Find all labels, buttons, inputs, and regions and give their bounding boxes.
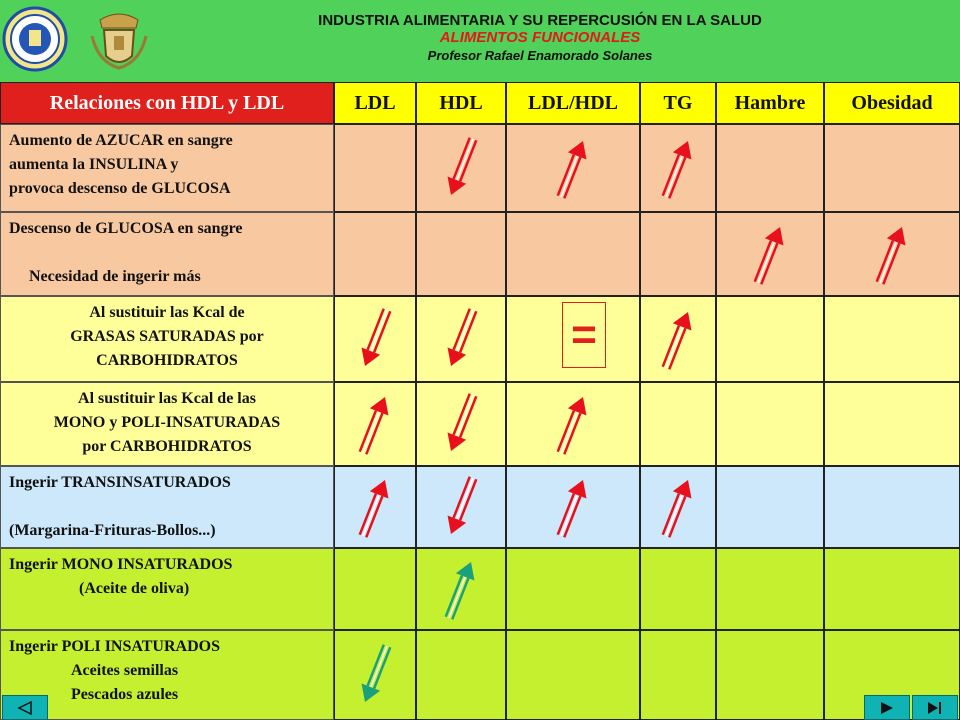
table-cell: [506, 212, 640, 296]
row-label-line: [9, 241, 325, 265]
arrow-up-icon: [740, 219, 800, 289]
relations-title: Relaciones con HDL y LDL: [0, 82, 334, 124]
arrow-down-icon: [431, 133, 491, 203]
skip-end-icon: [925, 700, 945, 716]
table-cell: [716, 548, 824, 630]
column-header: Obesidad: [824, 82, 960, 124]
table-cell: [716, 124, 824, 212]
arrow-up-icon: [648, 472, 708, 542]
table-cell: [640, 630, 716, 720]
coat-of-arms-icon: [86, 6, 152, 72]
arrow-down-icon: [431, 304, 491, 374]
arrow-up-icon: [648, 133, 708, 203]
row-label-line: Pescados azules: [71, 686, 179, 703]
table-cell: [716, 382, 824, 466]
row-label-line: aumenta la INSULINA y: [9, 156, 179, 173]
table-cell: [824, 382, 960, 466]
table-cell: [506, 630, 640, 720]
table-cell: [334, 124, 416, 212]
row-label-line: Ingerir POLI INSATURADOS: [9, 638, 220, 655]
table-cell: [716, 466, 824, 548]
row-label-line: [9, 495, 325, 519]
table-cell: [416, 212, 506, 296]
arrow-down-icon: [345, 304, 405, 374]
row-label-line: Necesidad de ingerir más: [29, 268, 201, 285]
column-header: Hambre: [716, 82, 824, 124]
table-cell: [824, 466, 960, 548]
professor-name: Profesor Rafael Enamorado Solanes: [427, 48, 653, 63]
arrow-up-icon: [543, 133, 603, 203]
table-cell: [506, 548, 640, 630]
table-cell: [824, 548, 960, 630]
row-label-line: (Aceite de oliva): [79, 580, 190, 597]
column-header: LDL: [334, 82, 416, 124]
prev-slide-button[interactable]: [2, 695, 48, 720]
row-label: [0, 382, 334, 466]
course-title: INDUSTRIA ALIMENTARIA Y SU REPERCUSIÓN EN LA SALUD: [318, 12, 762, 29]
arrow-up-icon: [543, 389, 603, 459]
column-header: HDL: [416, 82, 506, 124]
row-label: [0, 296, 334, 382]
arrow-up-icon: [431, 554, 491, 624]
table-cell: [334, 212, 416, 296]
row-label: [0, 548, 334, 630]
column-header: TG: [640, 82, 716, 124]
row-label-line: (Margarina-Frituras-Bollos...): [9, 522, 216, 539]
table-cell: [416, 630, 506, 720]
table-cell: [824, 124, 960, 212]
arrow-up-icon: [648, 304, 708, 374]
last-slide-button[interactable]: [912, 695, 958, 720]
arrow-down-icon: [431, 389, 491, 459]
row-label-line: Aceites semillas: [71, 662, 179, 679]
row-label-line: Ingerir MONO INSATURADOS: [9, 556, 233, 573]
table-cell: [716, 630, 824, 720]
table-cell: [716, 296, 824, 382]
row-label: [0, 212, 334, 296]
table-cell: [640, 382, 716, 466]
arrow-up-icon: [543, 472, 603, 542]
row-label: [0, 630, 334, 720]
row-label: [0, 124, 334, 212]
university-seal-icon: [2, 6, 68, 72]
next-slide-button[interactable]: [864, 695, 910, 720]
row-label-line: Al sustituir las Kcal de las: [78, 390, 256, 407]
row-label-line: provoca descenso de GLUCOSA: [9, 180, 231, 197]
row-label-line: Ingerir TRANSINSATURADOS: [9, 474, 231, 491]
arrow-up-icon: [345, 472, 405, 542]
row-label-line: GRASAS SATURADAS por: [70, 328, 264, 345]
arrow-down-icon: [431, 472, 491, 542]
row-label-line: Descenso de GLUCOSA en sangre: [9, 220, 243, 237]
arrow-up-icon: [345, 389, 405, 459]
table-cell: [640, 212, 716, 296]
row-label-line: CARBOHIDRATOS: [96, 352, 238, 369]
row-label: [0, 466, 334, 548]
table-cell: [640, 548, 716, 630]
column-header: LDL/HDL: [506, 82, 640, 124]
arrow-down-icon: [345, 640, 405, 710]
triangle-left-icon: [15, 700, 35, 716]
slide-header: [0, 0, 960, 82]
row-label-line: Aumento de AZUCAR en sangre: [9, 132, 233, 149]
table-cell: [824, 296, 960, 382]
table-cell: [334, 548, 416, 630]
row-label-line: MONO y POLI-INSATURADAS: [53, 414, 281, 431]
topic-title: ALIMENTOS FUNCIONALES: [439, 29, 641, 46]
title-block: [180, 12, 900, 64]
triangle-right-icon: [877, 700, 897, 716]
row-label-line: por CARBOHIDRATOS: [82, 438, 252, 455]
arrow-up-icon: [862, 219, 922, 289]
row-label-line: Al sustituir las Kcal de: [89, 304, 245, 321]
equal-sign: =: [562, 302, 606, 368]
